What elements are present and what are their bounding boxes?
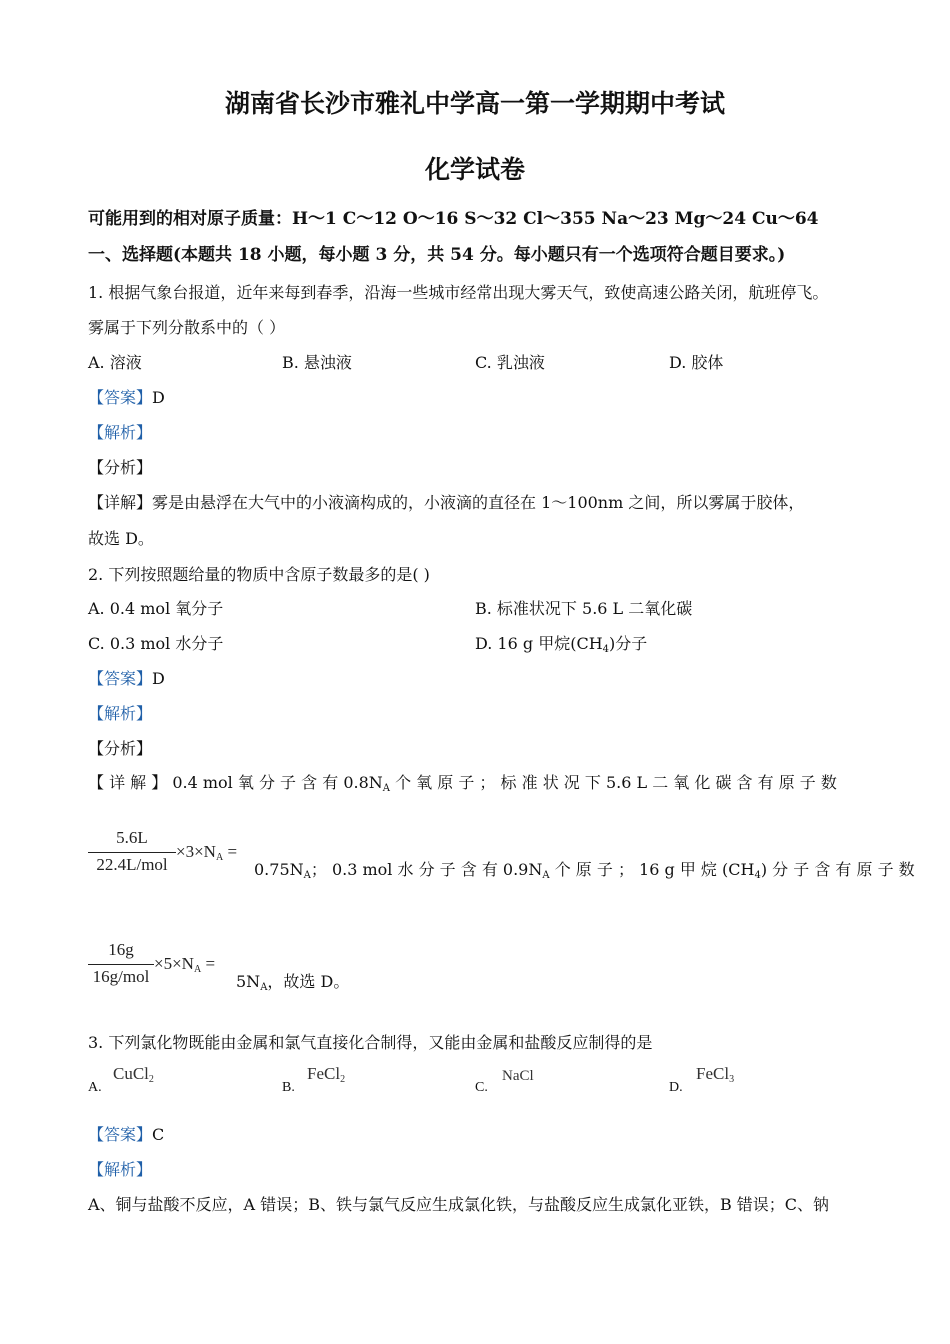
fraction-denominator: 16g/mol — [92, 967, 150, 986]
multiplier-text: ×3×N — [176, 842, 216, 861]
q1-analysis-label: 【解析】 — [88, 423, 153, 442]
q3-option-b-label: B. — [282, 1080, 295, 1095]
q2-option-c: C. 0.3 mol 水分子 — [88, 634, 224, 653]
fraction-bar — [88, 852, 176, 853]
equals-sign: = — [205, 954, 216, 973]
answer-value: D — [152, 388, 165, 407]
q1-detail-line1: 【详解】雾是由悬浮在大气中的小液滴构成的，小液滴的直径在 1～100nm 之间，所以雾属于胶体， — [88, 493, 805, 512]
q2-detail-line3-b: ，故选 D。 — [267, 972, 350, 991]
fraction-multiplier — [154, 954, 215, 975]
q2-detail-line1-b: 个 氧 原 子 ； 标 准 状 况 下 5.6 L 二 氧 化 碳 含 有 原 子 数 — [390, 773, 837, 792]
q3-detail-line1: A、铜与盐酸不反应，A 错误；B、铁与氯气反应生成氯化铁，与盐酸反应生成氯化亚铁，B 错误；C、钠 — [88, 1195, 830, 1214]
q1-stem-line2: 雾属于下列分散系中的（ ） — [88, 318, 286, 337]
q1-fenxi-label: 【分析】 — [88, 458, 153, 477]
formula-text: CuCl — [113, 1064, 149, 1083]
q1-option-c: C. 乳浊液 — [475, 353, 545, 372]
q3-option-c-label: C. — [475, 1080, 488, 1095]
q3-option-d-label: D. — [669, 1080, 683, 1095]
q2-detail-line3 — [236, 969, 349, 993]
q2-detail-line2-sub3: 4 — [754, 870, 761, 881]
q2-option-d-sub: 4 — [602, 644, 610, 655]
section-heading: 一、选择题(本题共 18 小题，每小题 3 分，共 54 分。每小题只有一个选项符合题目要求。) — [88, 245, 786, 265]
q2-detail-line2 — [254, 857, 915, 881]
equals-sign: = — [227, 842, 238, 861]
q2-option-d-prefix: D. 16 g 甲烷(CH — [475, 634, 603, 653]
fraction-numerator: 5.6L — [116, 828, 148, 847]
q3-option-b-formula — [307, 1064, 345, 1085]
fraction-ch4-atoms — [88, 940, 238, 990]
fraction-bar — [88, 964, 154, 965]
multiplier-sub: A — [215, 852, 224, 863]
q2-stem: 2. 下列按照题给量的物质中含原子数最多的是( ) — [88, 565, 430, 584]
q1-option-d: D. 胶体 — [669, 353, 724, 372]
q2-detail-line1-a: 【 详 解 】 0.4 mol 氧 分 子 含 有 0.8N — [88, 773, 383, 792]
q3-option-a-label: A. — [88, 1080, 102, 1095]
answer-value: D — [152, 669, 165, 688]
q2-detail-line2-c: 个 原 子 ； 16 g 甲 烷 (CH — [549, 860, 755, 879]
q2-detail-line2-b: ； 0.3 mol 水 分 子 含 有 0.9N — [310, 860, 543, 879]
answer-label: 【答案】 — [88, 1125, 153, 1144]
q2-option-d — [475, 631, 647, 655]
formula-sub: 3 — [729, 1074, 735, 1085]
q2-detail-line1 — [88, 770, 837, 794]
q2-detail-line3-a: 5N — [236, 972, 261, 991]
q2-analysis-label: 【解析】 — [88, 704, 153, 723]
q3-analysis-label: 【解析】 — [88, 1160, 153, 1179]
q1-detail-line2: 故选 D。 — [88, 529, 154, 548]
q1-option-a: A. 溶液 — [88, 353, 142, 372]
answer-label: 【答案】 — [88, 388, 153, 407]
multiplier-text: ×5×N — [154, 954, 194, 973]
atomic-masses: 可能用到的相对原子质量：H～1 C～12 O～16 S～32 Cl～355 Na～23 Mg～24 Cu～64 — [88, 209, 819, 229]
formula-sub: 2 — [340, 1074, 346, 1085]
q2-detail-line1-sub: A — [382, 783, 390, 794]
q1-option-b: B. 悬浊液 — [282, 353, 352, 372]
formula-sub: 2 — [148, 1074, 154, 1085]
formula-text: FeCl — [696, 1064, 730, 1083]
q2-detail-line3-sub: A — [260, 982, 268, 993]
fraction-numerator: 16g — [108, 940, 134, 959]
page-subtitle: 化学试卷 — [424, 155, 525, 184]
formula-text: FeCl — [307, 1064, 341, 1083]
q2-answer — [88, 666, 165, 689]
q2-detail-line2-sub2: A — [542, 870, 550, 881]
fraction-multiplier — [176, 842, 237, 863]
q2-fenxi-label: 【分析】 — [88, 739, 153, 758]
answer-value: C — [152, 1125, 165, 1144]
answer-label: 【答案】 — [88, 669, 153, 688]
q3-option-d-formula — [696, 1064, 734, 1085]
page-title: 湖南省长沙市雅礼中学高一第一学期期中考试 — [224, 89, 725, 118]
q2-detail-line2-d: ) 分 子 含 有 原 子 数 — [760, 860, 915, 879]
q3-answer — [88, 1122, 164, 1145]
q2-option-d-suffix: )分子 — [609, 634, 648, 653]
formula-text: NaCl — [502, 1068, 534, 1084]
q3-option-c-formula — [502, 1068, 534, 1085]
q1-answer — [88, 385, 165, 408]
q1-stem-line1: 1. 根据气象台报道，近年来每到春季，沿海一些城市经常出现大雾天气，致使高速公路关闭，航班停飞。 — [88, 283, 829, 302]
multiplier-sub: A — [193, 964, 202, 975]
q3-stem: 3. 下列氯化物既能由金属和氯气直接化合制得，又能由金属和盐酸反应制得的是 — [88, 1033, 653, 1052]
fraction-denominator: 22.4L/mol — [96, 855, 168, 874]
q2-option-a: A. 0.4 mol 氧分子 — [88, 599, 224, 618]
q2-detail-line2-a: 0.75N — [254, 860, 304, 879]
fraction-co2-atoms — [88, 828, 238, 878]
q2-detail-line2-sub: A — [303, 870, 311, 881]
q2-option-b: B. 标准状况下 5.6 L 二氧化碳 — [475, 599, 693, 618]
q3-option-a-formula — [113, 1064, 154, 1085]
